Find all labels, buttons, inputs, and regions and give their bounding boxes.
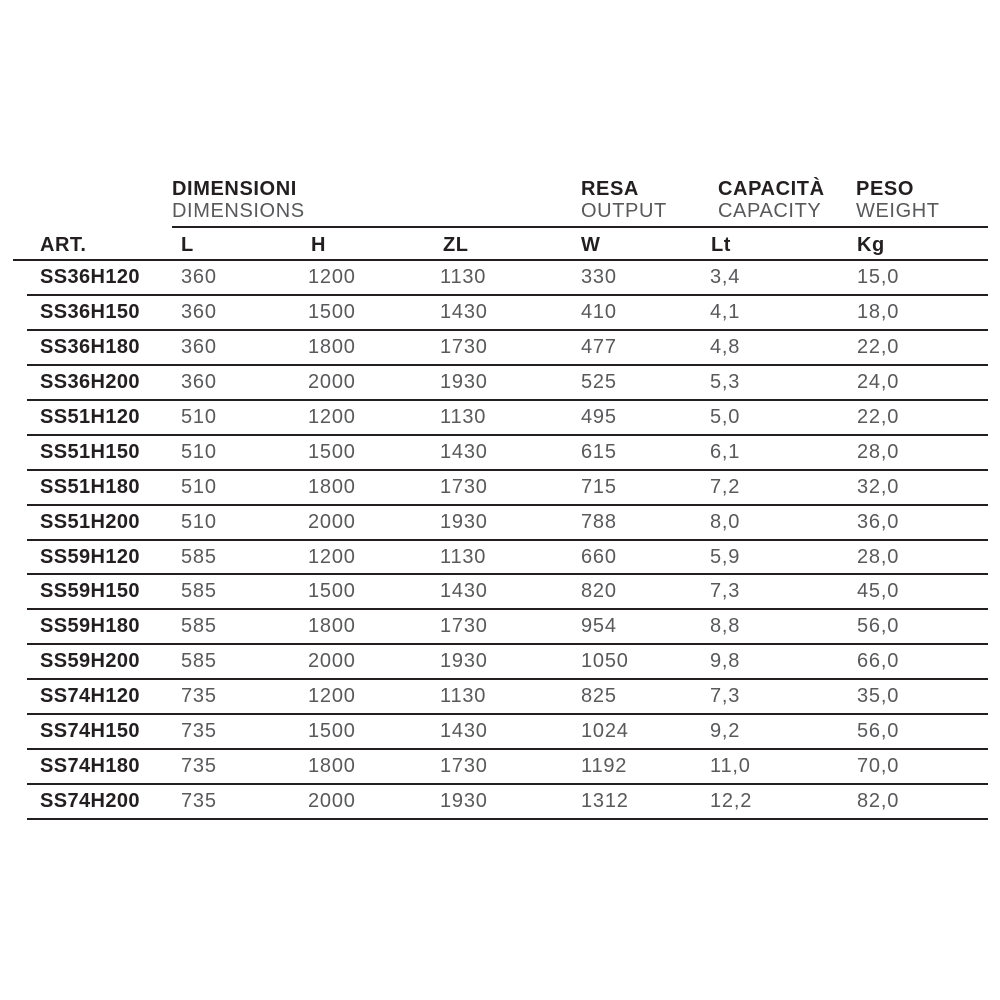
value-cell: 1730 bbox=[440, 615, 488, 638]
value-cell: 82,0 bbox=[857, 790, 900, 813]
value-cell: 1024 bbox=[581, 720, 629, 743]
value-cell: 330 bbox=[581, 266, 617, 288]
value-cell: 1800 bbox=[308, 475, 356, 498]
value-cell: 18,0 bbox=[857, 300, 900, 323]
article-code: SS36H120 bbox=[40, 266, 140, 288]
group-header-primary: PESO bbox=[856, 178, 914, 200]
table-row bbox=[27, 680, 988, 715]
value-cell: 735 bbox=[181, 720, 217, 743]
value-cell: 735 bbox=[181, 755, 217, 778]
value-cell: 360 bbox=[181, 300, 217, 323]
table-row bbox=[27, 541, 988, 576]
value-cell: 2000 bbox=[308, 790, 356, 813]
table-row bbox=[27, 785, 988, 820]
value-cell: 510 bbox=[181, 405, 217, 428]
value-cell: 22,0 bbox=[857, 335, 900, 358]
value-cell: 1130 bbox=[440, 266, 487, 288]
value-cell: 7,3 bbox=[710, 685, 741, 708]
group-header-weight bbox=[856, 178, 940, 222]
value-cell: 1430 bbox=[440, 300, 488, 323]
article-code: SS59H180 bbox=[40, 615, 140, 638]
table-row bbox=[27, 331, 988, 366]
value-cell: 56,0 bbox=[857, 615, 900, 638]
value-cell: 4,1 bbox=[710, 300, 741, 323]
table-row bbox=[27, 296, 988, 331]
value-cell: 2000 bbox=[308, 510, 356, 533]
article-code: SS36H180 bbox=[40, 335, 140, 358]
article-code: SS36H200 bbox=[40, 370, 140, 393]
value-cell: 1800 bbox=[308, 615, 356, 638]
value-cell: 32,0 bbox=[857, 475, 900, 498]
column-header-l: L bbox=[181, 234, 194, 256]
value-cell: 56,0 bbox=[857, 720, 900, 743]
value-cell: 1730 bbox=[440, 755, 488, 778]
value-cell: 410 bbox=[581, 300, 617, 323]
value-cell: 1200 bbox=[308, 685, 356, 708]
value-cell: 1130 bbox=[440, 685, 487, 708]
group-header-secondary: OUTPUT bbox=[581, 200, 667, 222]
value-cell: 1730 bbox=[440, 475, 488, 498]
column-header-lt: Lt bbox=[711, 234, 731, 256]
value-cell: 1430 bbox=[440, 580, 488, 603]
article-code: SS51H200 bbox=[40, 510, 140, 533]
value-cell: 28,0 bbox=[857, 545, 900, 568]
value-cell: 1800 bbox=[308, 755, 356, 778]
group-header-dimensions bbox=[172, 178, 305, 222]
value-cell: 11,0 bbox=[710, 755, 751, 778]
group-header-underline bbox=[172, 226, 988, 228]
table-row bbox=[27, 610, 988, 645]
value-cell: 6,1 bbox=[710, 440, 741, 463]
value-cell: 715 bbox=[581, 475, 617, 498]
table-row bbox=[27, 575, 988, 610]
value-cell: 825 bbox=[581, 685, 617, 708]
column-header-kg: Kg bbox=[857, 234, 885, 256]
article-code: SS59H150 bbox=[40, 580, 140, 603]
value-cell: 788 bbox=[581, 510, 617, 533]
value-cell: 9,2 bbox=[710, 720, 741, 743]
value-cell: 1930 bbox=[440, 510, 488, 533]
value-cell: 735 bbox=[181, 685, 217, 708]
value-cell: 585 bbox=[181, 650, 217, 673]
table-row bbox=[27, 715, 988, 750]
value-cell: 585 bbox=[181, 580, 217, 603]
group-header-primary: DIMENSIONI bbox=[172, 178, 297, 200]
value-cell: 615 bbox=[581, 440, 617, 463]
column-header-h: H bbox=[311, 234, 326, 256]
table-row bbox=[27, 401, 988, 436]
value-cell: 45,0 bbox=[857, 580, 900, 603]
value-cell: 510 bbox=[181, 510, 217, 533]
value-cell: 2000 bbox=[308, 650, 356, 673]
value-cell: 1200 bbox=[308, 405, 356, 428]
column-header-art: ART. bbox=[40, 234, 87, 256]
value-cell: 5,3 bbox=[710, 370, 741, 393]
value-cell: 1930 bbox=[440, 790, 488, 813]
value-cell: 1500 bbox=[308, 580, 356, 603]
value-cell: 35,0 bbox=[857, 685, 900, 708]
table-row bbox=[27, 645, 988, 680]
group-header-capacity bbox=[718, 178, 825, 222]
value-cell: 2000 bbox=[308, 370, 356, 393]
value-cell: 1430 bbox=[440, 720, 488, 743]
value-cell: 1500 bbox=[308, 720, 356, 743]
value-cell: 660 bbox=[581, 545, 617, 568]
value-cell: 5,0 bbox=[710, 405, 741, 428]
value-cell: 735 bbox=[181, 790, 217, 813]
value-cell: 1500 bbox=[308, 300, 356, 323]
group-header-primary: CAPACITÀ bbox=[718, 178, 825, 200]
value-cell: 7,3 bbox=[710, 580, 741, 603]
group-header-secondary: WEIGHT bbox=[856, 200, 940, 222]
value-cell: 360 bbox=[181, 370, 217, 393]
table-row bbox=[27, 750, 988, 785]
value-cell: 954 bbox=[581, 615, 617, 638]
value-cell: 1500 bbox=[308, 440, 356, 463]
value-cell: 66,0 bbox=[857, 650, 900, 673]
article-code: SS59H200 bbox=[40, 650, 140, 673]
article-code: SS51H180 bbox=[40, 475, 140, 498]
value-cell: 820 bbox=[581, 580, 617, 603]
value-cell: 360 bbox=[181, 266, 217, 288]
table-body bbox=[27, 261, 988, 820]
group-header-primary: RESA bbox=[581, 178, 639, 200]
article-code: SS74H120 bbox=[40, 685, 140, 708]
value-cell: 8,0 bbox=[710, 510, 741, 533]
column-header-w: W bbox=[581, 234, 601, 256]
value-cell: 1930 bbox=[440, 650, 488, 673]
column-header-zl: ZL bbox=[443, 234, 469, 256]
group-header-output bbox=[581, 178, 667, 222]
value-cell: 477 bbox=[581, 335, 617, 358]
article-code: SS36H150 bbox=[40, 300, 140, 323]
value-cell: 1430 bbox=[440, 440, 488, 463]
value-cell: 1130 bbox=[440, 545, 487, 568]
value-cell: 585 bbox=[181, 615, 217, 638]
article-code: SS51H120 bbox=[40, 405, 140, 428]
value-cell: 7,2 bbox=[710, 475, 741, 498]
value-cell: 1200 bbox=[308, 266, 356, 288]
value-cell: 28,0 bbox=[857, 440, 900, 463]
value-cell: 36,0 bbox=[857, 510, 900, 533]
value-cell: 15,0 bbox=[857, 266, 900, 288]
value-cell: 1200 bbox=[308, 545, 356, 568]
value-cell: 1130 bbox=[440, 405, 487, 428]
value-cell: 5,9 bbox=[710, 545, 741, 568]
value-cell: 9,8 bbox=[710, 650, 741, 673]
article-code: SS74H180 bbox=[40, 755, 140, 778]
value-cell: 360 bbox=[181, 335, 217, 358]
value-cell: 22,0 bbox=[857, 405, 900, 428]
table-row bbox=[27, 471, 988, 506]
value-cell: 510 bbox=[181, 440, 217, 463]
value-cell: 3,4 bbox=[710, 266, 741, 288]
article-code: SS74H200 bbox=[40, 790, 140, 813]
value-cell: 70,0 bbox=[857, 755, 900, 778]
value-cell: 525 bbox=[581, 370, 617, 393]
value-cell: 24,0 bbox=[857, 370, 900, 393]
table-row bbox=[27, 366, 988, 401]
value-cell: 4,8 bbox=[710, 335, 741, 358]
value-cell: 8,8 bbox=[710, 615, 741, 638]
value-cell: 12,2 bbox=[710, 790, 753, 813]
group-header-secondary: CAPACITY bbox=[718, 200, 822, 222]
value-cell: 495 bbox=[581, 405, 617, 428]
table-row bbox=[27, 261, 988, 296]
value-cell: 1930 bbox=[440, 370, 488, 393]
article-code: SS74H150 bbox=[40, 720, 140, 743]
value-cell: 510 bbox=[181, 475, 217, 498]
article-code: SS59H120 bbox=[40, 545, 140, 568]
article-code: SS51H150 bbox=[40, 440, 140, 463]
group-header-secondary: DIMENSIONS bbox=[172, 200, 305, 222]
table-row bbox=[27, 436, 988, 471]
value-cell: 1312 bbox=[581, 790, 629, 813]
table-row bbox=[27, 506, 988, 541]
value-cell: 1192 bbox=[581, 755, 628, 778]
value-cell: 1050 bbox=[581, 650, 629, 673]
value-cell: 585 bbox=[181, 545, 217, 568]
value-cell: 1730 bbox=[440, 335, 488, 358]
value-cell: 1800 bbox=[308, 335, 356, 358]
